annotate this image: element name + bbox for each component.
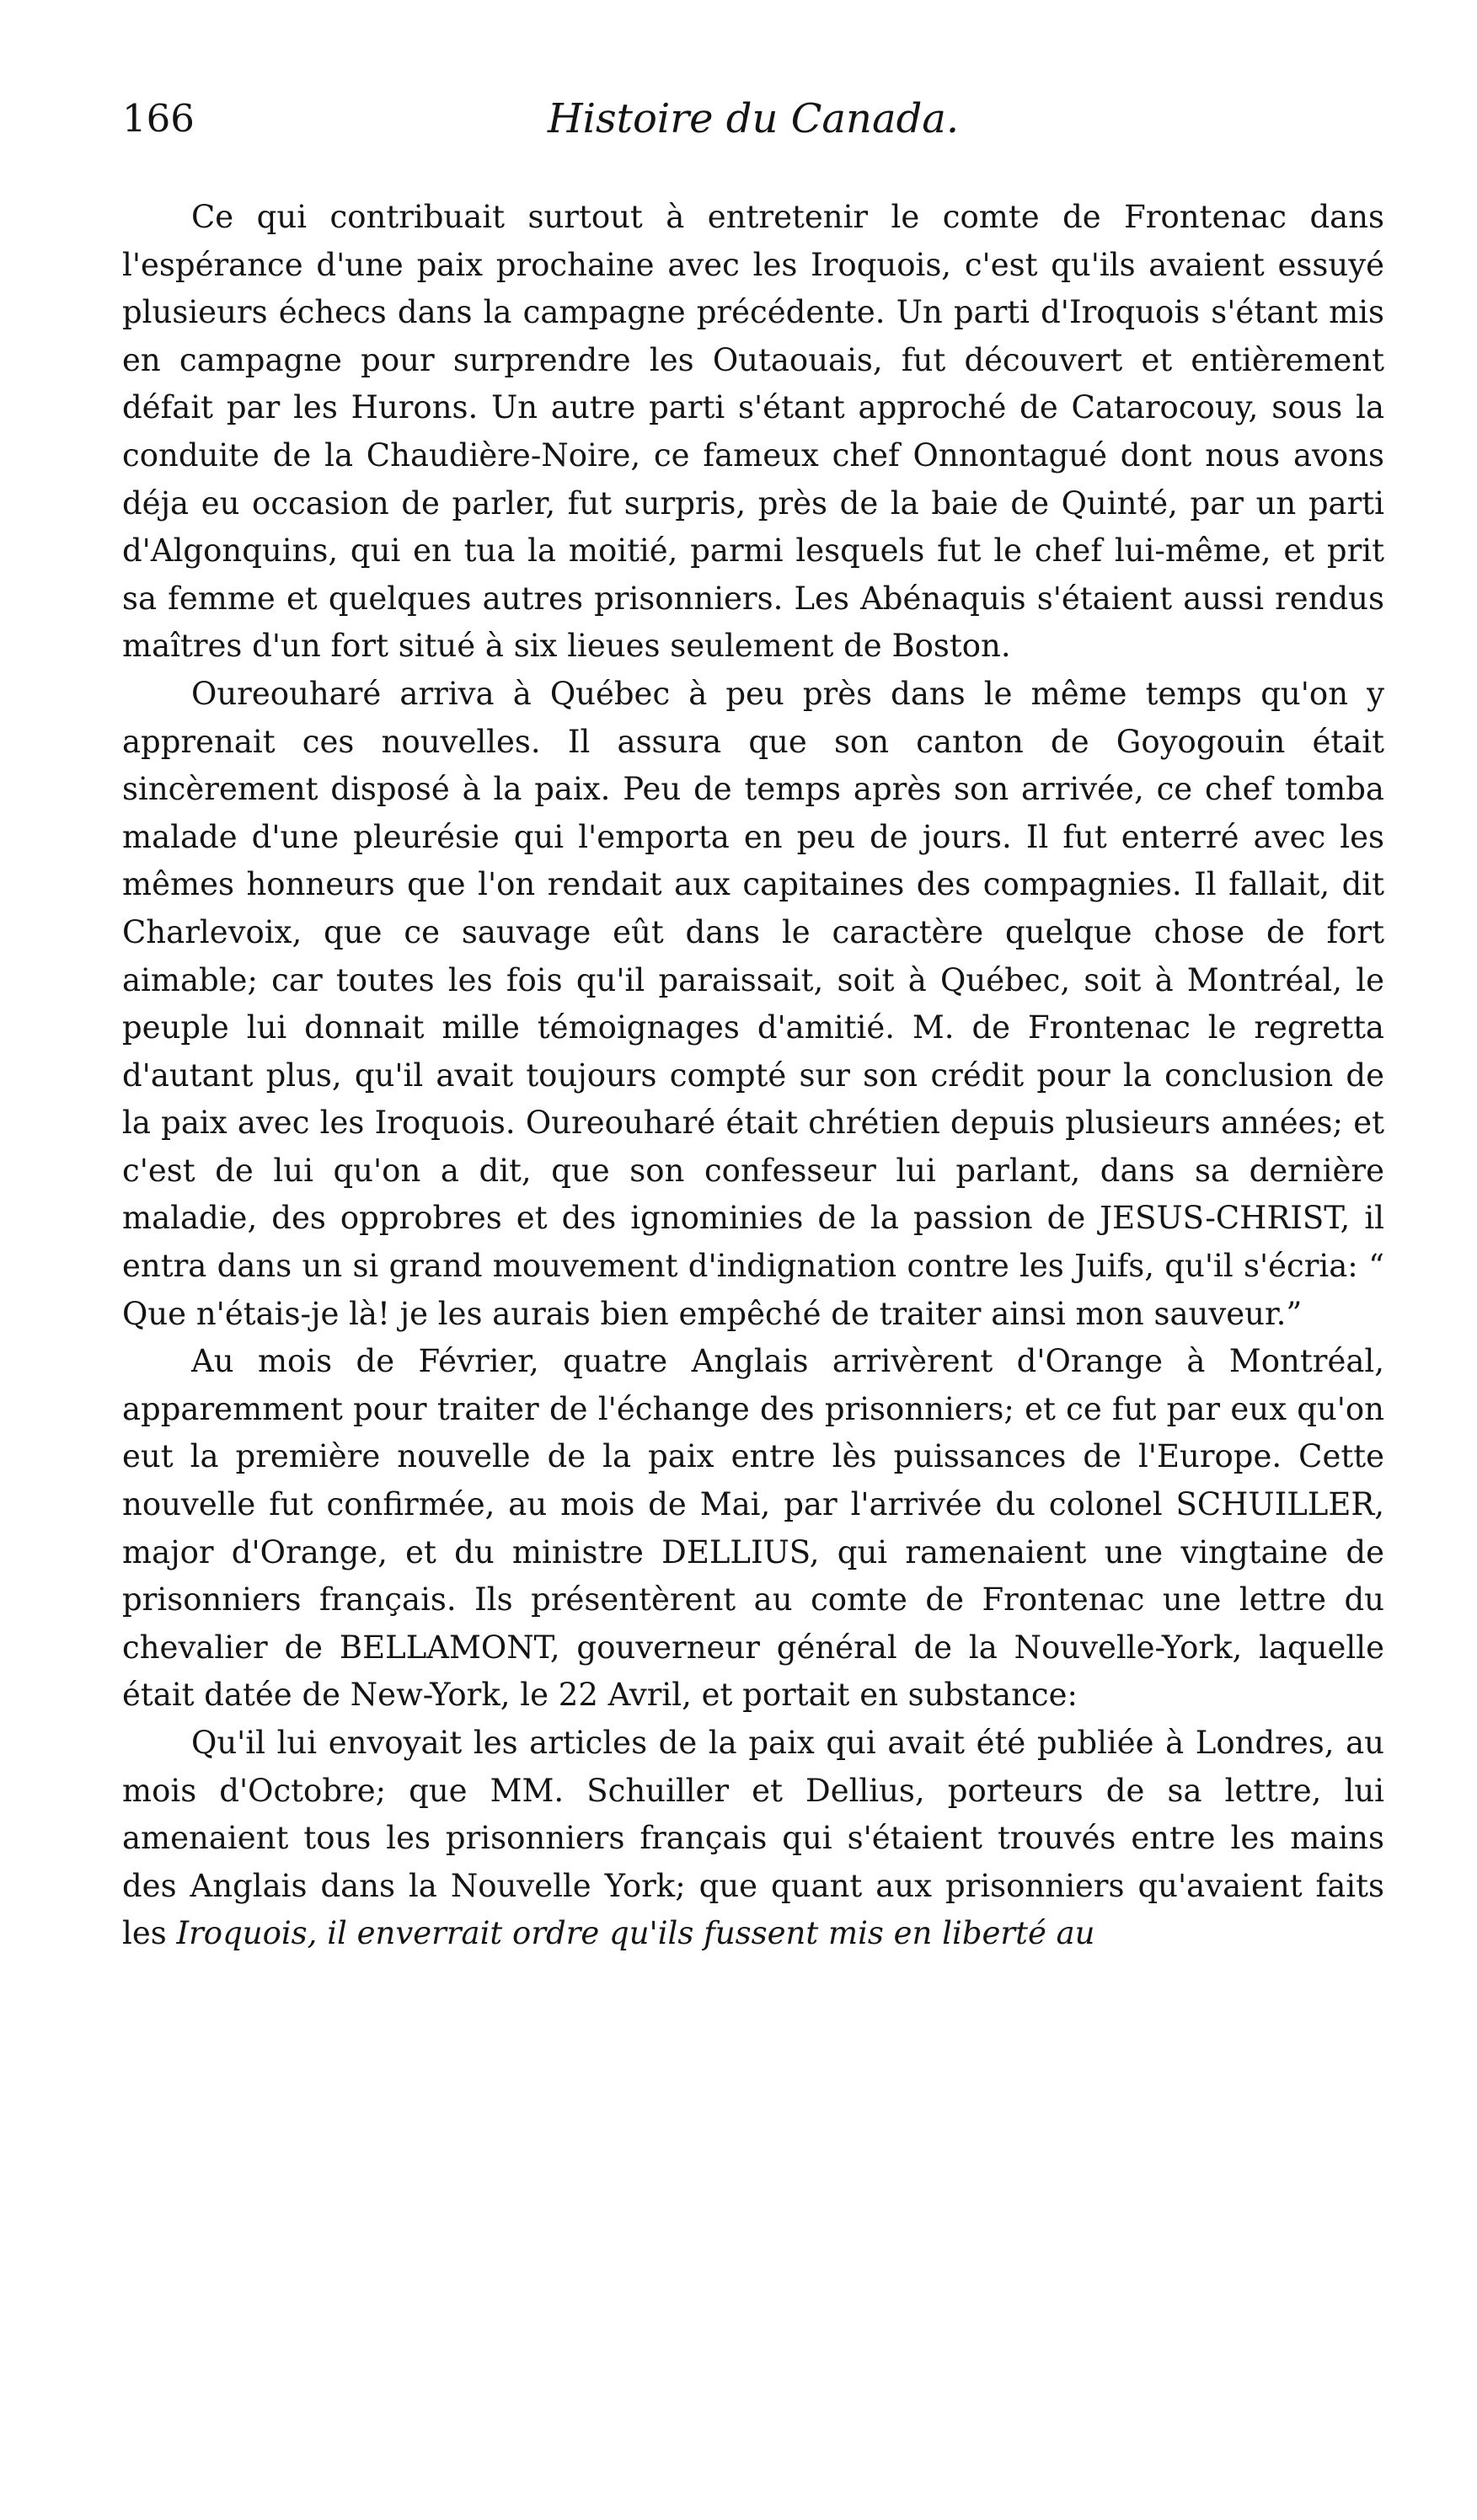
paragraph-text: Qu'il lui envoyait les articles de la paix qui avait été publiée à Londres, au mois d'Octobre; que MM. Schuiller et Dellius, porteurs de sa lettre, lui amenaient tous les prisonniers français qui s'étaient trouvés entre les mains des Anglais dans la Nouvelle York; que quant aux prisonniers qu'avaient faits les bbox=[122, 1725, 1384, 1952]
page-number: 166 bbox=[122, 96, 195, 141]
paragraph: Oureouharé arriva à Québec à peu près dans le même temps qu'on y apprenait ces nouvelles. Il assura que son canton de Goyogouin était sincèrement disposé à la paix. Peu de temps après son arrivée, ce chef tomba malade d'une pleurésie qui l'emporta en peu de jours. Il fut enterré avec les mêmes honneurs que l'on rendait aux capitaines des compagnies. Il fallait, dit Charlevoix, que ce sauvage eût dans le caractère quelque chose de fort aimable; car toutes les fois qu'il paraissait, soit à Québec, soit à Montréal, le peuple lui donnait mille témoignages d'amitié. M. de Frontenac le regretta d'autant plus, qu'il avait toujours compté sur son crédit pour la conclusion de la paix avec les Iroquois. Oureouharé était chrétien depuis plusieurs années; et c'est de lui qu'on a dit, que son confesseur lui parlant, dans sa dernière maladie, des opprobres et des ignominies de la passion de JESUS-CHRIST, il entra dans un si grand mouvement d'indignation contre les Juifs, qu'il s'écria: “ Que n'étais-je là! je les aurais bien empêché de traiter ainsi mon sauveur.” bbox=[122, 675, 1384, 1332]
paragraph: Ce qui contribuait surtout à entretenir le comte de Frontenac dans l'espérance d'une paix prochaine avec les Iroquois, c'est qu'ils avaient essuyé plusieurs échecs dans la campagne précédente. Un parti d'Iroquois s'étant mis en campagne pour surprendre les Outaouais, fut découvert et entièrement défait par les Hurons. Un autre parti s'étant approché de Catarocouy, sous la conduite de la Chaudière-Noire, ce fameux chef Onnontagué dont nous avons déja eu occasion de parler, fut surpris, près de la baie de Quinté, par un parti d'Algonquins, qui en tua la moitié, parmi lesquels fut le chef lui-même, et prit sa femme et quelques autres prisonniers. Les Abénaquis s'étaient aussi rendus maîtres d'un fort situé à six lieues seulement de Boston. bbox=[122, 199, 1384, 665]
running-title: Histoire du Canada. bbox=[547, 95, 960, 142]
paragraph: Au mois de Février, quatre Anglais arrivèrent d'Orange à Montréal, apparemment pour traiter de l'échange des prisonniers; et ce fut par eux qu'on eut la première nouvelle de la paix entre lès puissances de l'Europe. Cette nouvelle fut confirmée, au mois de Mai, par l'arrivée du colonel SCHUILLER, major d'Orange, et du ministre DELLIUS, qui ramenaient une vingtaine de prisonniers français. Ils présentèrent au comte de Frontenac une lettre du chevalier de BELLAMONT, gouverneur général de la Nouvelle-York, laquelle était datée de New-York, le 22 Avril, et portait en substance: bbox=[122, 1343, 1384, 1714]
body-text bbox=[122, 194, 1384, 1958]
paragraph bbox=[122, 1720, 1384, 1958]
paragraph-italic-tail: Iroquois, il enverrait ordre qu'ils fussent mis en liberté au bbox=[176, 1915, 1095, 1952]
running-head bbox=[122, 89, 1384, 148]
